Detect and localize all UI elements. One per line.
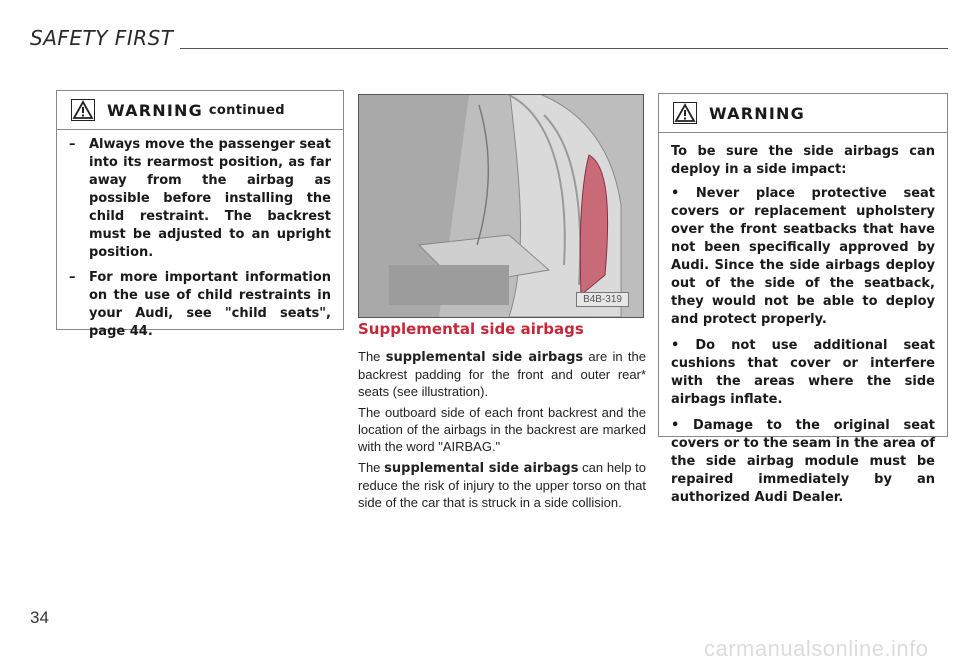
warning-bullet: • Never place protective seat covers or replacement upholstery over the front seatbacks that have not been specifically approved by Audi. Since the side airbags deploy out of the side of the seatback, they would not be able to deploy and protect properly. <box>671 186 936 327</box>
page-header <box>30 26 948 50</box>
warning-header <box>57 91 343 130</box>
text-run: The <box>358 349 386 364</box>
seat-illustration-graphic <box>359 95 643 317</box>
bold-term: supplemental side airbags <box>384 461 579 476</box>
warning-triangle-icon <box>71 99 95 121</box>
body-paragraph <box>358 459 646 511</box>
bold-term: supplemental side airbags <box>385 350 584 365</box>
warning-title: WARNING <box>107 100 203 120</box>
body-paragraph: The outboard side of each front backrest and the location of the airbags in the backrest are marked with the word "AIRBAG." <box>358 405 646 454</box>
page-section-title: SAFETY FIRST <box>30 26 174 50</box>
warning-bullet-text: Damage to the original seat covers or to the seam in the area of the side airbag module must be repaired immediately by an authorized Audi Dealer. <box>671 418 935 505</box>
text-run: The <box>358 460 385 475</box>
seat-airbag-illustration <box>358 94 644 318</box>
warning-intro: To be sure the side airbags can deploy in a side impact: <box>671 144 935 177</box>
warning-box-side-airbags <box>658 93 948 505</box>
warning-item-text: Always move the passenger seat into its rearmost position, as far away from the airbag as possible before installing the child restraint. The backrest must be adjusted to an upright position. <box>89 137 331 260</box>
page-number: 34 <box>30 608 49 627</box>
warning-box-continued <box>56 90 344 339</box>
warning-bullet-text: Do not use additional seat cushions that cover or interfere with the areas where the side airbags inflate. <box>671 338 935 407</box>
warning-item-text: For more important information on the use of child restraints in your Audi, see "child seats", page 44. <box>89 270 331 339</box>
header-rule <box>180 48 948 49</box>
site-watermark: carmanualsonline.info <box>704 636 929 661</box>
warning-bullet: • Damage to the original seat covers or to the seam in the area of the side airbag module must be repaired immediately by an authorized Audi Dealer. <box>671 418 935 505</box>
text-run: are in the backrest padding for the front and outer rear* seats (see illustration). <box>358 349 646 399</box>
warning-title: WARNING <box>709 103 805 123</box>
warning-item: – Always move the passenger seat into its rearmost position, as far away from the airbag as possible before installing the child restraint. The backrest must be adjusted to an upright position. <box>69 137 331 260</box>
warning-continued-label: continued <box>208 102 285 118</box>
warning-header <box>659 94 947 133</box>
warning-item: – For more important information on the use of child restraints in your Audi, see "child seats", page 44. <box>69 270 331 339</box>
warning-bullet-text: Never place protective seat covers or replacement upholstery over the front seatbacks that have not been specifically approved by Audi. Since the side airbags deploy out of the side of the seatback, they would not be able to deploy and protect properly. <box>671 186 936 327</box>
section-heading: Supplemental side airbags <box>358 320 584 338</box>
warning-body <box>659 133 947 523</box>
text-run: can help to reduce the risk of injury to the upper torso on that side of the car that is struck in a side collision. <box>358 460 646 510</box>
warning-triangle-icon <box>673 102 697 124</box>
body-paragraph <box>358 348 646 400</box>
warning-body <box>57 130 343 356</box>
warning-bullet: • Do not use additional seat cushions that cover or interfere with the areas where the side airbags inflate. <box>671 338 935 407</box>
illustration-code: B4B-319 <box>576 292 629 307</box>
section-body <box>358 348 646 515</box>
